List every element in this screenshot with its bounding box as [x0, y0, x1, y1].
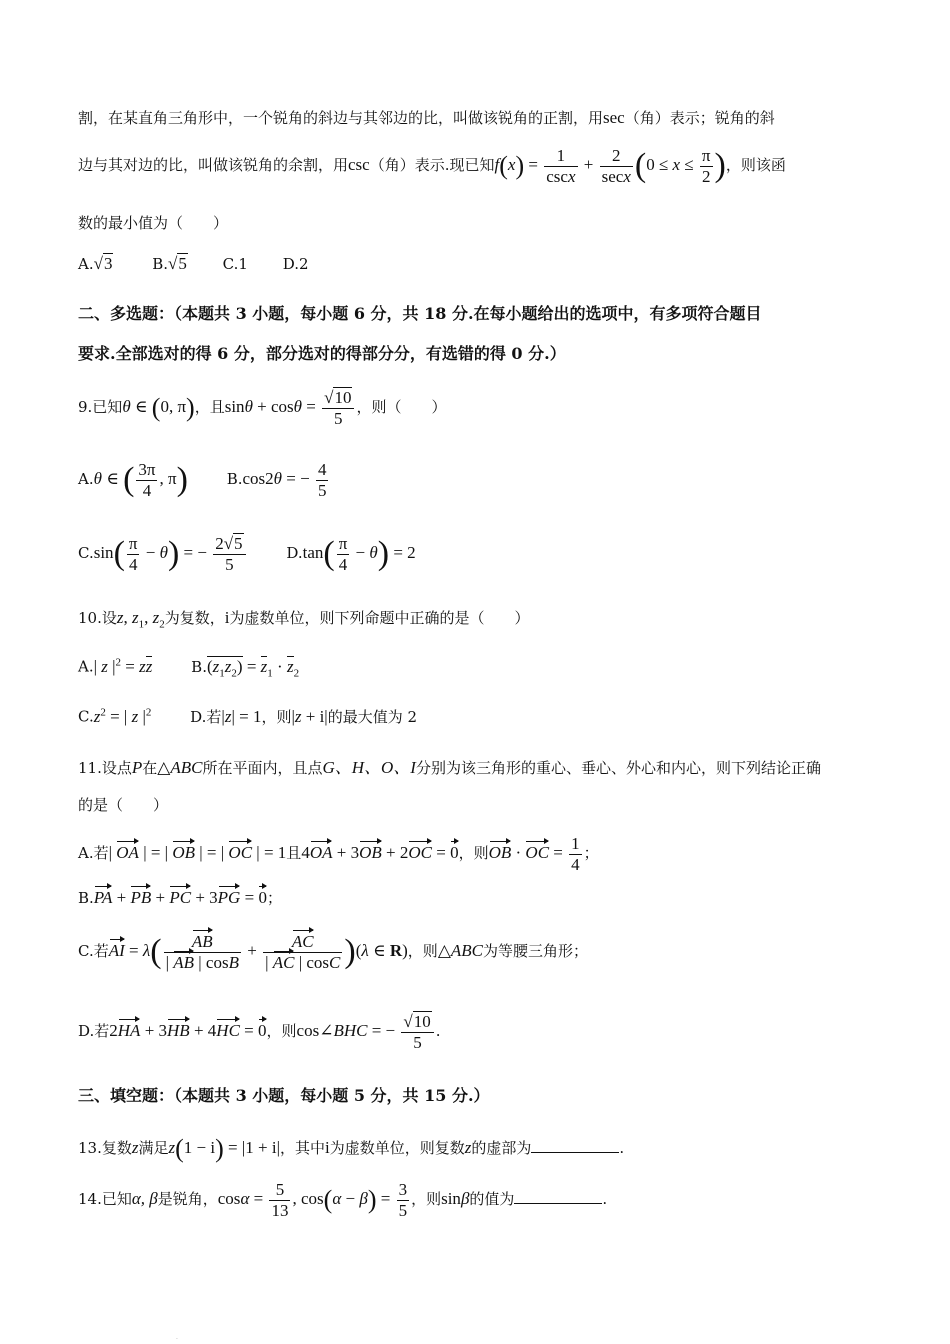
- q11-stem-line2: 的是（ ）: [78, 796, 169, 814]
- q8-option-b[interactable]: B.√5: [152, 254, 187, 273]
- q8-option-c[interactable]: C.1: [222, 255, 248, 273]
- q8-options: [78, 254, 890, 274]
- q9-option-d[interactable]: D.tan( $\frac{\pi}{4}$ − θ) = 2: [286, 534, 416, 574]
- q10-options-ab: [78, 656, 890, 680]
- q11-option-a[interactable]: A.若| OA | = | OB | = | OC | = 1且4OA + 3OB + 2OC = 0，则OB · OC = $\frac{1}{4}$ ；: [78, 834, 599, 874]
- q9-option-a[interactable]: A.θ ∈ ( $\frac{3\pi}{4}$ , π): [78, 460, 188, 500]
- section2-heading-line1: 二、多选题：（本题共 3 小题，每小题 6 分，共 18 分.在每小题给出的选项中，有多项符合题目: [78, 304, 762, 323]
- q9-options-ab: [78, 460, 890, 500]
- q13-answer-blank[interactable]: [531, 1138, 619, 1153]
- q10-option-b[interactable]: $B.(z_1z_2) = z_1 \cdot z_2$: [191, 656, 300, 680]
- q8-option-a[interactable]: A.√3: [78, 254, 113, 273]
- q11-option-d[interactable]: D.若2HA + 3HB + 4HC = 0，则cos∠BHC = − $\frac{√10}{5}$ .: [78, 1012, 441, 1052]
- q8-option-d[interactable]: D.2: [282, 255, 309, 273]
- section2-heading-line2: 要求.全部选对的得 6 分，部分选对的得部分分，有选错的得 0 分.）: [78, 344, 566, 363]
- q9-options-cd: [78, 534, 890, 574]
- q8-line2: 边与其对边的比，叫做该锐角的余割，用csc（角）表示.现已知f(x) = $\frac{1}{\csc x}$ + $\frac{2}{\sec x}$ (0 ≤ x ≤ $\frac{\pi}{2}$ )，则该函: [78, 146, 786, 186]
- q11-option-c[interactable]: C.若AI = λ( $\frac{AB}{| AB | \cos B}$ + $\frac{AC}{| AC | \cos C}$ )(λ ∈ R)，则△ABC为等腰三角形；: [78, 932, 589, 972]
- q10-stem: 10.设z, $z_1$, $z_2$为复数，i为虚数单位，则下列命题中正确的是（ ）: [78, 608, 530, 631]
- page-footer-dot: ·: [176, 1336, 178, 1343]
- q10-option-c[interactable]: $C.z^2$ = | z $|^2$: [78, 706, 152, 726]
- q11-stem-line1: 11.设点P在△ABC所在平面内，且点G、H、O、I分别为该三角形的重心、垂心、外心和内心，则下列结论正确: [78, 758, 821, 777]
- q14-stem: 14.已知α, β是锐角，cosα = $\frac{5}{13}$ , cos(α − β) = $\frac{3}{5}$ ，则sinβ的值为 .: [78, 1180, 608, 1220]
- q10-options-cd: [78, 706, 890, 727]
- q9-stem: 9.已知θ ∈ (0, π)，且sinθ + cosθ = $\frac{√10}{5}$ ，则（ ）: [78, 388, 447, 428]
- q10-option-a[interactable]: A.| z $|^2$ = zz: [78, 656, 153, 676]
- q9-option-b[interactable]: B.cos2θ = − $\frac{4}{5}$: [226, 460, 327, 500]
- section3-heading: 三、填空题：（本题共 3 小题，每小题 5 分，共 15 分.）: [78, 1086, 490, 1105]
- q9-option-c[interactable]: C.sin( $\frac{\pi}{4}$ − θ) = − $\frac{2√5}{5}$: [78, 534, 248, 574]
- q14-answer-blank[interactable]: [514, 1189, 602, 1204]
- q10-option-d[interactable]: D.若|z| = 1，则|z + i|的最大值为 2: [190, 706, 418, 726]
- q11-option-b[interactable]: B.PA + PB + PC + 3PG = 0；: [78, 888, 282, 907]
- q8-line3: 数的最小值为（ ）: [78, 214, 229, 232]
- q13-stem: 13.复数z满足z(1 − i) = |1 + i|，其中i为虚数单位，则复数z的虚部为 .: [78, 1134, 625, 1163]
- q8-line1: 割，在某直角三角形中，一个锐角的斜边与其邻边的比，叫做该锐角的正割，用sec（角）表示；锐角的斜: [78, 108, 775, 127]
- q8-function: f(x) = $\frac{1}{\csc x}$ + $\frac{2}{\sec x}$ (0 ≤ x ≤ $\frac{\pi}{2}$ ): [494, 146, 726, 186]
